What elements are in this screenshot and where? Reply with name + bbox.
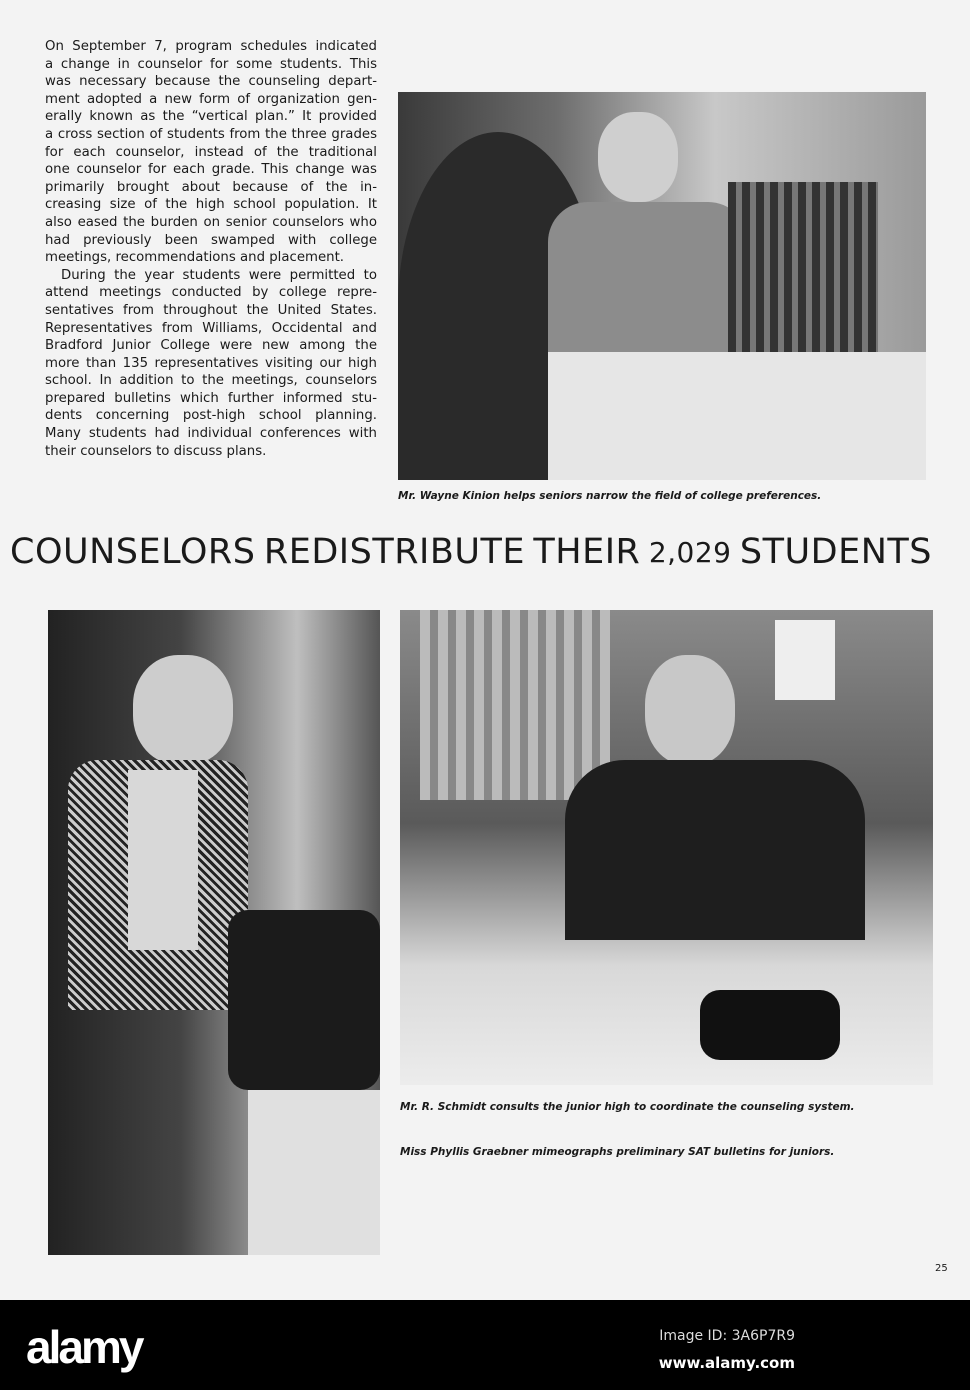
page-headline — [10, 532, 932, 572]
article-line: more than 135 representatives visiting our high — [45, 355, 377, 371]
headline-word: REDISTRIBUTE — [263, 532, 525, 572]
article-line: for each counselor, instead of the traditional — [45, 144, 377, 160]
article-line: meetings, recommendations and placement. — [45, 250, 345, 266]
photo-r-schmidt — [400, 610, 933, 1085]
headline-word: COUNSELORS — [10, 532, 256, 572]
article-line: a change in counselor for some students. This — [45, 56, 377, 72]
article-line: erally known as the “vertical plan.” It provided — [45, 109, 377, 125]
headline-word: THEIR — [533, 532, 641, 572]
article-line: During the year students were permitted to — [61, 267, 377, 283]
article-line: creasing size of the high school population. It — [45, 197, 377, 213]
article-line: one counselor for each grade. This change was — [45, 162, 377, 178]
article-line: their counselors to discuss plans. — [45, 443, 267, 459]
headline-word: 2,029 — [648, 536, 732, 569]
article-line: Bradford Junior College were new among the — [45, 338, 377, 354]
watermark-url: www.alamy.com — [658, 1354, 795, 1372]
article-line: ment adopted a new form of organization gen- — [45, 91, 377, 107]
article-line: also eased the burden on senior counselors who — [45, 214, 377, 230]
caption-schmidt: Mr. R. Schmidt consults the junior high to coordinate the counseling system. — [400, 1101, 855, 1113]
article-line: had previously been swamped with college — [45, 232, 377, 248]
article-line: prepared bulletins which further informed stu- — [45, 390, 377, 406]
page-number: 25 — [935, 1263, 948, 1274]
article-line: a cross section of students from the three grades — [45, 126, 377, 142]
caption-graebner: Miss Phyllis Graebner mimeographs preliminary SAT bulletins for juniors. — [400, 1146, 835, 1158]
article-line: Many students had individual conferences with — [45, 426, 377, 442]
photo-wayne-kinion — [398, 92, 926, 480]
article-line: was necessary because the counseling depart- — [45, 74, 377, 90]
photo-phyllis-graebner — [48, 610, 380, 1255]
article-line: attend meetings conducted by college repre- — [45, 285, 377, 301]
alamy-logo: alamy — [26, 1321, 142, 1373]
headline-word: STUDENTS — [739, 532, 932, 572]
article-line: On September 7, program schedules indicated — [45, 39, 377, 54]
image-id: Image ID: 3A6P7R9 — [659, 1328, 795, 1344]
article-body — [45, 38, 377, 460]
article-line: primarily brought about because of the in- — [45, 179, 377, 195]
article-line: dents concerning post-high school planning. — [45, 408, 377, 424]
article-line: sentatives from throughout the United States. — [45, 302, 377, 318]
article-line: Representatives from Williams, Occidental and — [45, 320, 377, 336]
caption-kinion: Mr. Wayne Kinion helps seniors narrow the field of college preferences. — [398, 490, 822, 502]
article-line: school. In addition to the meetings, counselors — [45, 373, 377, 389]
watermark-bar — [0, 1300, 970, 1390]
